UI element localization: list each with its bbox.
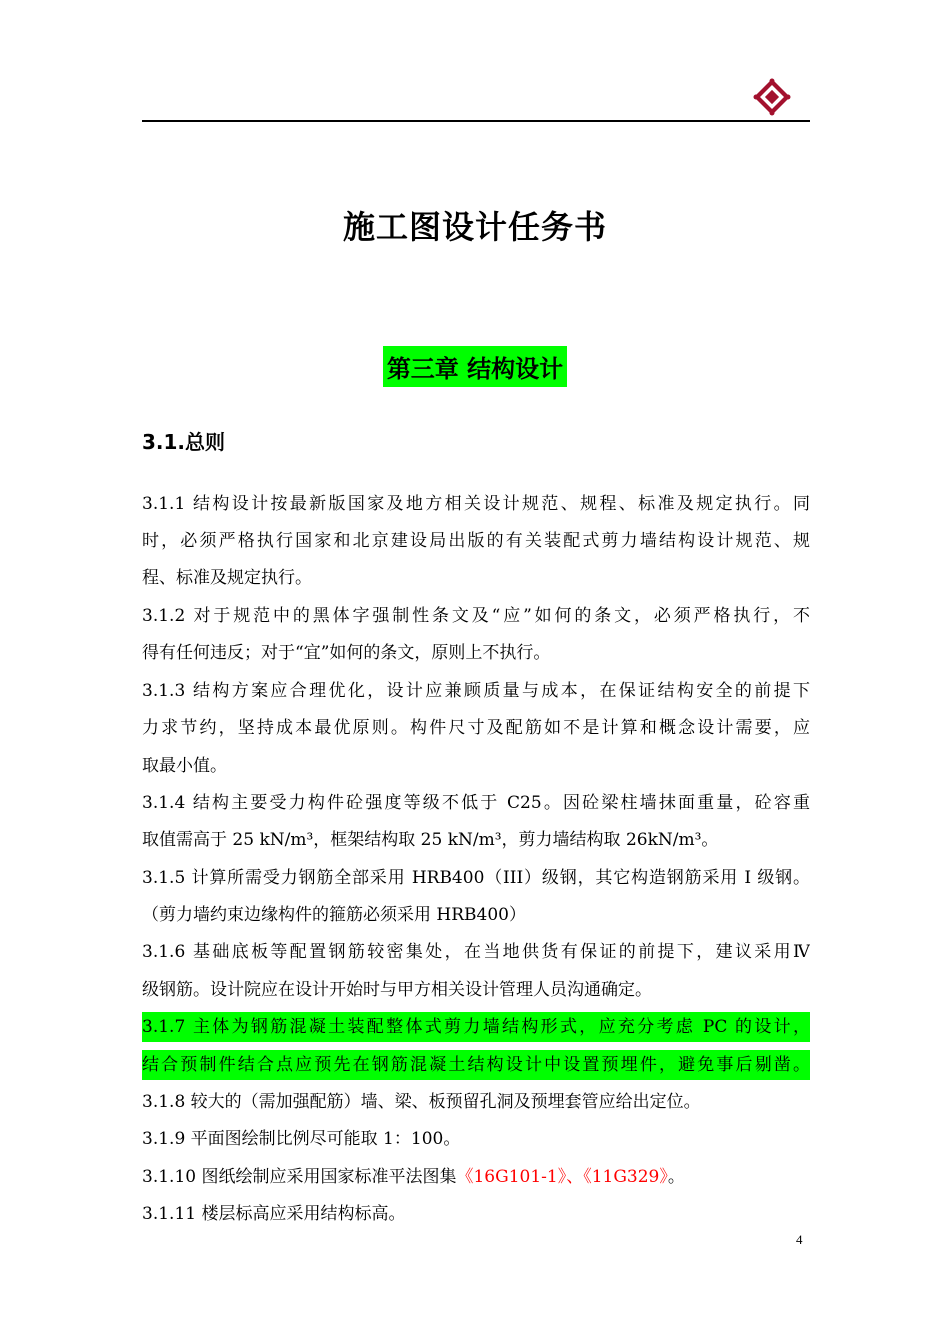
paragraph-line: 3.1.11 楼层标高应采用结构标高。 bbox=[142, 1204, 406, 1224]
paragraph-line: 3.1.8 较大的（需加强配筋）墙、梁、板预留孔洞及预埋套管应给出定位。 bbox=[142, 1092, 701, 1112]
paragraph-line: 3.1.9 平面图绘制比例尽可能取 1：100。 bbox=[142, 1129, 461, 1149]
diamond-lattice-logo-icon bbox=[752, 77, 792, 117]
paragraph-line: 取最小值。 bbox=[142, 756, 227, 776]
paragraph-line: 时，必须严格执行国家和北京建设局出版的有关装配式剪力墙结构设计规范、规 bbox=[142, 531, 810, 551]
paragraph-line: 3.1.5 计算所需受力钢筋全部采用 HRB400（III）级钢，其它构造钢筋采用 I 级钢。 bbox=[142, 868, 810, 888]
header-rule bbox=[142, 120, 810, 122]
page-number: 4 bbox=[796, 1232, 803, 1247]
line-text: 3.1.10 图纸绘制应采用国家标准平法图集 bbox=[142, 1167, 457, 1187]
highlighted-paragraph-line: 3.1.7 主体为钢筋混凝土装配整体式剪力墙结构形式，应充分考虑 PC 的设计， bbox=[142, 1012, 810, 1042]
paragraph-line: 3.1.4 结构主要受力构件砼强度等级不低于 C25。因砼梁柱墙抹面重量，砼容重 bbox=[142, 793, 810, 813]
standard-reference: 《16G101-1》、《11G329》 bbox=[456, 1167, 668, 1187]
paragraph-line: 3.1.6 基础底板等配置钢筋较密集处，在当地供货有保证的前提下，建议采用Ⅳ bbox=[142, 942, 810, 962]
paragraph-line: 程、标准及规定执行。 bbox=[142, 568, 312, 588]
paragraph-line: 力求节约，坚持成本最优原则。构件尺寸及配筋如不是计算和概念设计需要，应 bbox=[142, 718, 810, 738]
paragraph-line: 3.1.2 对于规范中的黑体字强制性条文及“应”如何的条文，必须严格执行，不 bbox=[142, 606, 810, 626]
highlighted-paragraph-line: 结合预制件结合点应预先在钢筋混凝土结构设计中设置预埋件，避免事后剔凿。 bbox=[142, 1050, 810, 1080]
line-text: 。 bbox=[667, 1167, 685, 1187]
paragraph-line: 得有任何违反；对于“宜”如何的条文，原则上不执行。 bbox=[142, 643, 551, 663]
paragraph-line: 级钢筋。设计院应在设计开始时与甲方相关设计管理人员沟通确定。 bbox=[142, 980, 652, 1000]
paragraph-line: 取值需高于 25 kN/m³，框架结构取 25 kN/m³，剪力墙结构取 26kN/m³。 bbox=[142, 830, 719, 850]
paragraph-line bbox=[142, 1162, 810, 1192]
paragraph-line: 3.1.1 结构设计按最新版国家及地方相关设计规范、规程、标准及规定执行。同 bbox=[142, 494, 810, 514]
section-heading: 3.1.总则 bbox=[142, 430, 226, 454]
paragraph-line: （剪力墙约束边缘构件的箍筋必须采用 HRB400） bbox=[142, 905, 526, 925]
paragraph-line: 3.1.3 结构方案应合理优化，设计应兼顾质量与成本，在保证结构安全的前提下 bbox=[142, 681, 810, 701]
chapter-heading: 第三章 结构设计 bbox=[383, 346, 567, 387]
document-title: 施工图设计任务书 bbox=[342, 208, 607, 246]
